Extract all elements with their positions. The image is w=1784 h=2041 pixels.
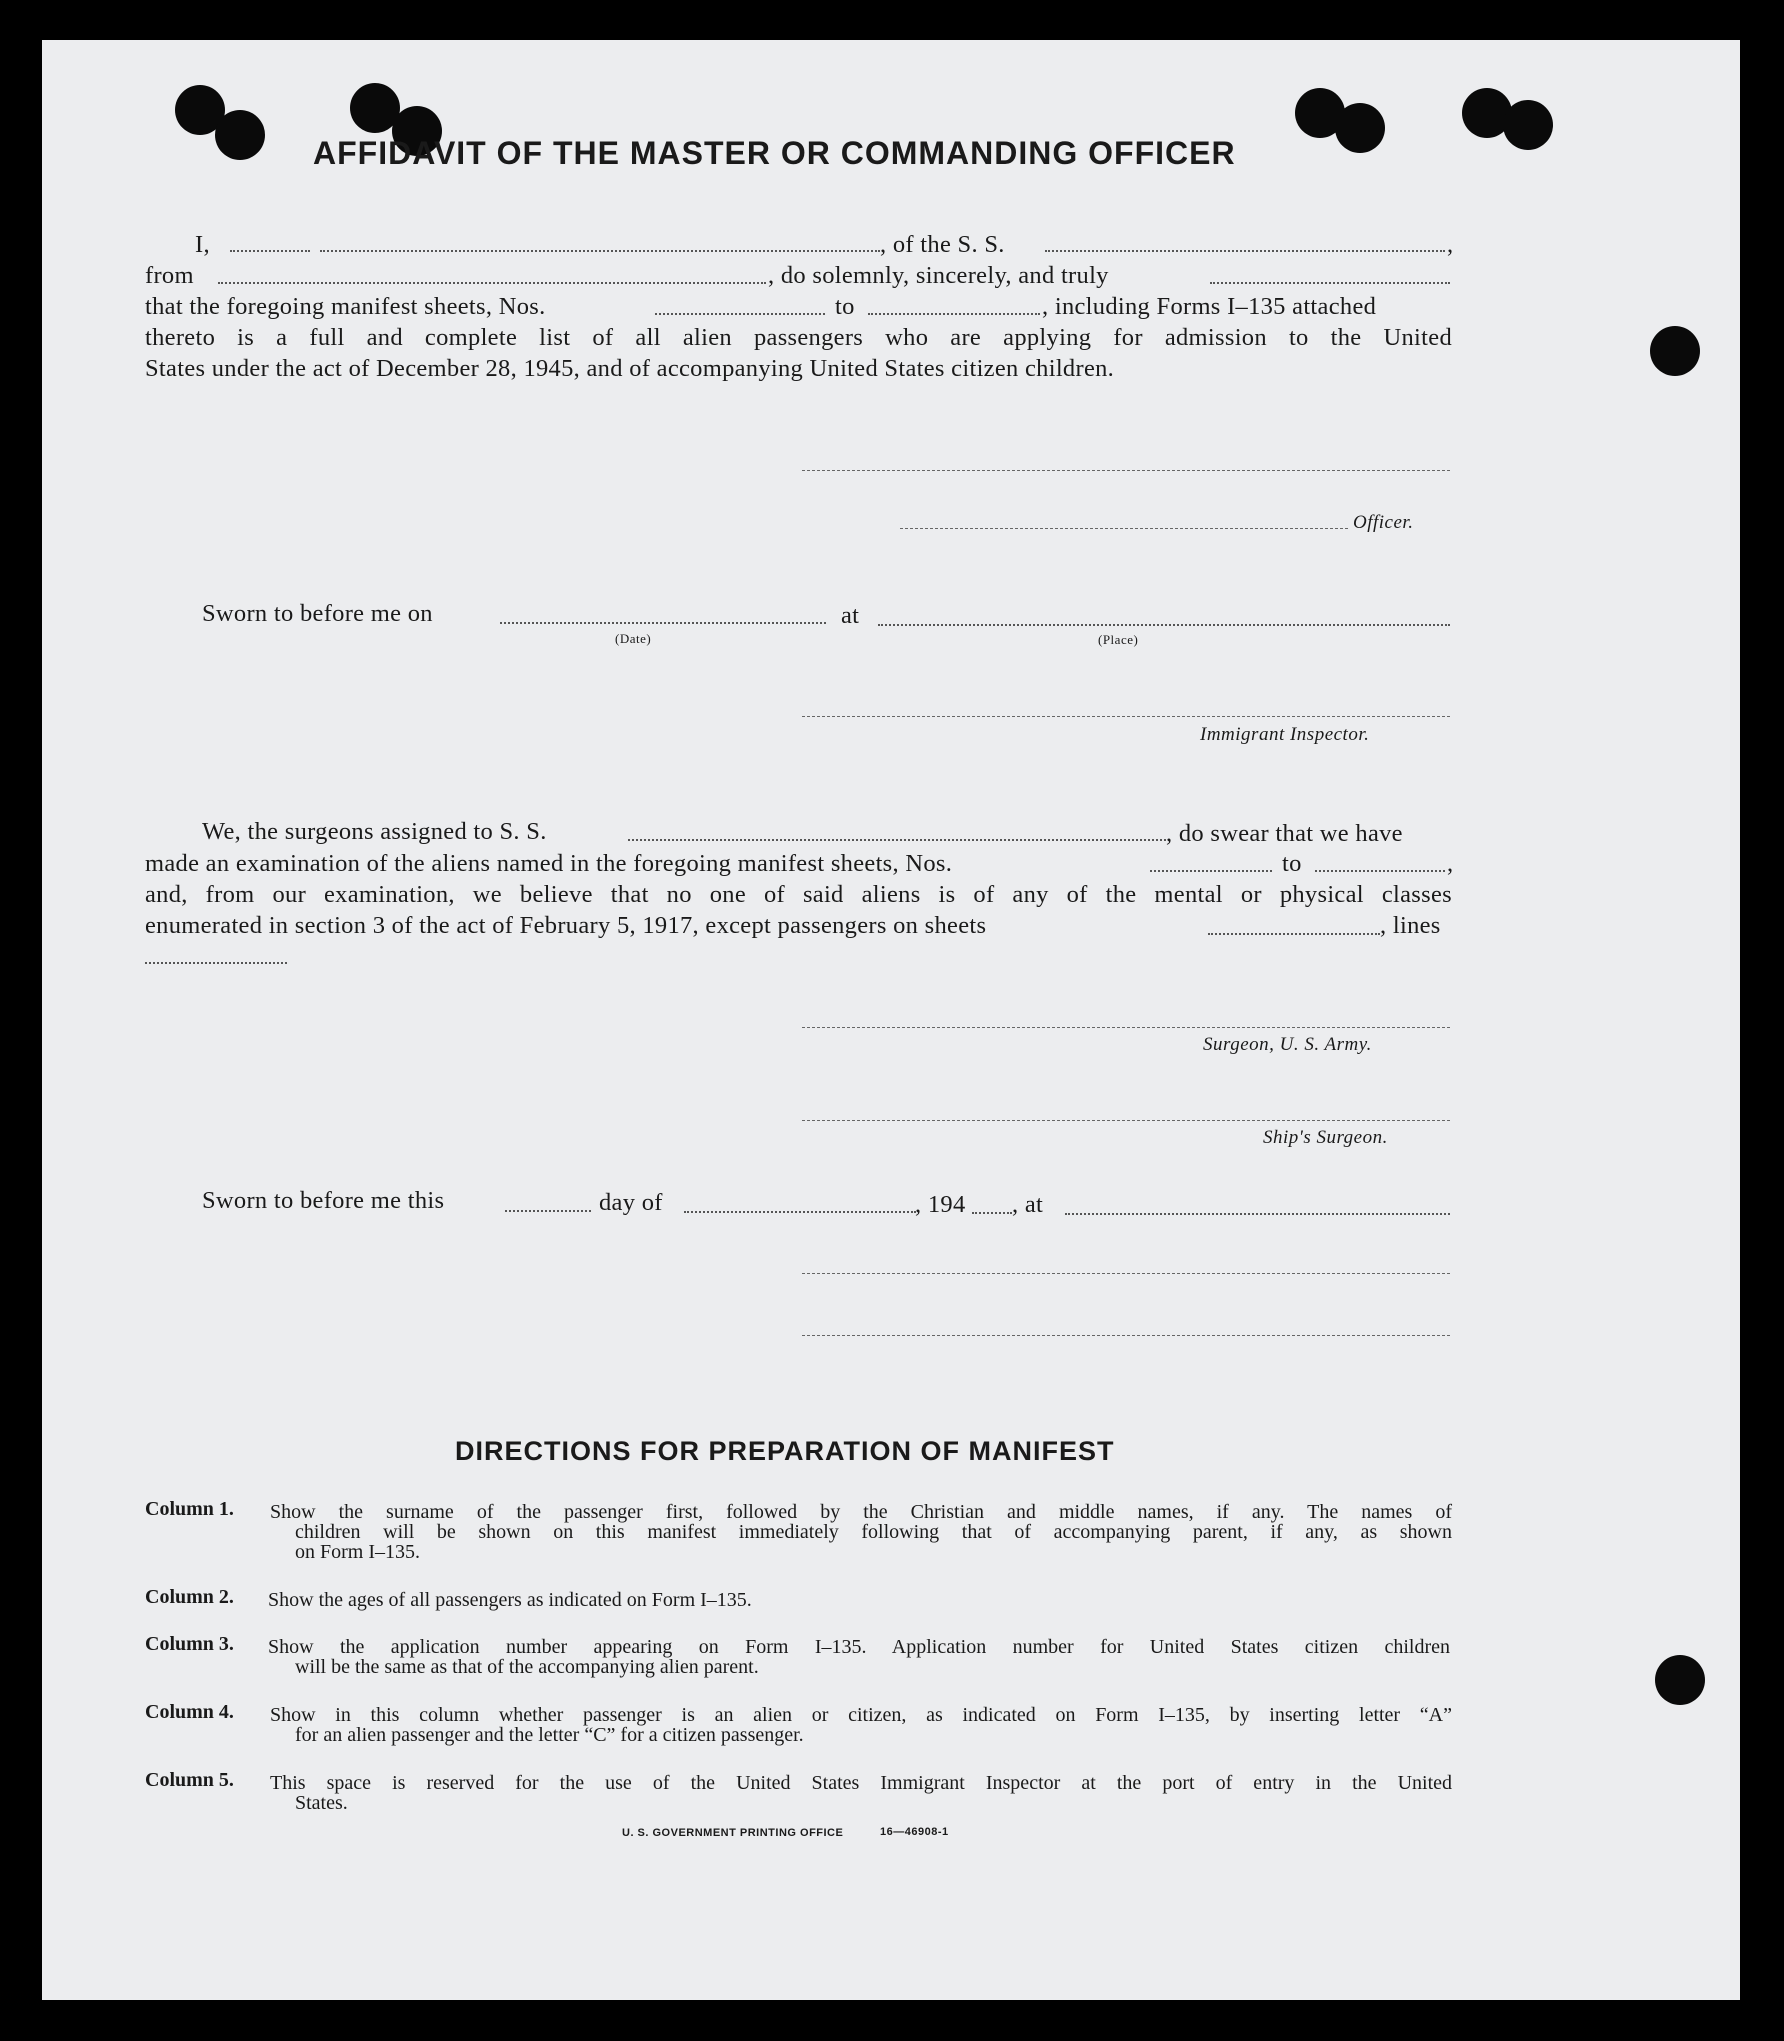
affidavit-line1-b: , of the S. S. <box>880 231 1005 258</box>
column-4-line1: Show in this column whether passenger is an alien or citizen, as indicated on Form I–135, by inserting letter “A” <box>270 1704 1452 1726</box>
sworn2-d: , at <box>1012 1191 1044 1218</box>
surgeons-line3: and, from our examination, we believe that no one of said aliens is of any of the mental or physical classes <box>145 881 1452 908</box>
punch-hole <box>1335 103 1385 153</box>
sworn2-month-field[interactable] <box>684 1211 916 1213</box>
date-caption: (Date) <box>615 631 652 646</box>
officer-label: Officer. <box>1353 512 1414 533</box>
army-surgeon-label: Surgeon, U. S. Army. <box>1203 1034 1372 1055</box>
except-sheets-field[interactable] <box>1208 933 1380 935</box>
sworn2-a: Sworn to before me this <box>202 1187 445 1214</box>
affidavit-line5: States under the act of December 28, 1945, and of accompanying United States citizen children. <box>145 355 1115 382</box>
page-title: AFFIDAVIT OF THE MASTER OR COMMANDING OFFICER <box>313 135 1236 171</box>
officer-signature-line[interactable] <box>802 470 1450 471</box>
sworn2-c: , 194 <box>915 1191 966 1218</box>
sworn-before-text: Sworn to before me on <box>202 600 433 627</box>
affidavit-line3-a: that the foregoing manifest sheets, Nos. <box>145 293 546 320</box>
sheet-to-field[interactable] <box>868 313 1040 315</box>
column-2-line1: Show the ages of all passengers as indicated on Form I–135. <box>268 1589 752 1611</box>
affidavit-line1-c: , <box>1447 231 1454 258</box>
lines-field[interactable] <box>145 962 287 964</box>
surgeon-ship-field[interactable] <box>628 839 1166 841</box>
column-3-label: Column 3. <box>145 1633 234 1655</box>
surgeons-line1-b: , do swear that we have <box>1166 820 1403 847</box>
sworn2-year-field[interactable] <box>972 1212 1012 1214</box>
affidavit-line3-b: to <box>835 293 855 320</box>
column-2-label: Column 2. <box>145 1586 234 1608</box>
surgeons-line2-b: to <box>1282 850 1302 877</box>
surgeons-line4-b: , lines <box>1380 912 1441 939</box>
sworn-place-field[interactable] <box>878 624 1450 626</box>
sworn-date-field[interactable] <box>500 622 826 624</box>
affidavit-line2-b: , do solemnly, sincerely, and truly <box>768 262 1109 289</box>
column-3-line2: will be the same as that of the accompanying alien parent. <box>295 1656 759 1678</box>
sworn2-b: day of <box>599 1189 663 1216</box>
swear-field[interactable] <box>1210 282 1450 284</box>
directions-title: DIRECTIONS FOR PREPARATION OF MANIFEST <box>455 1436 1115 1466</box>
printer-imprint: U. S. GOVERNMENT PRINTING OFFICE <box>622 1827 844 1839</box>
place-caption: (Place) <box>1098 632 1139 647</box>
column-4-line2: for an alien passenger and the letter “C” for a citizen passenger. <box>295 1724 804 1746</box>
punch-hole <box>1650 326 1700 376</box>
sworn-at-text: at <box>841 602 860 629</box>
name-field[interactable] <box>230 250 310 252</box>
affidavit-line2-a: from <box>145 262 194 289</box>
inspector-signature-line[interactable] <box>802 716 1450 717</box>
column-3-line1: Show the application number appearing on Form I–135. Application number for United States citizen children <box>268 1636 1450 1658</box>
column-1-line3: on Form I–135. <box>295 1541 420 1563</box>
sheet-from-field[interactable] <box>655 313 825 315</box>
exam-sheet-to-field[interactable] <box>1315 870 1445 872</box>
form-code: 16—46908-1 <box>880 1826 949 1838</box>
sworn2-signature-line[interactable] <box>802 1273 1450 1274</box>
from-port-field[interactable] <box>218 282 766 284</box>
column-1-line2: children will be shown on this manifest immediately following that of accompanying parent, if any, as shown <box>295 1521 1452 1543</box>
surgeons-line2-a: made an examination of the aliens named in the foregoing manifest sheets, Nos. <box>145 850 953 877</box>
column-4-label: Column 4. <box>145 1701 234 1723</box>
column-5-line1: This space is reserved for the use of the United States Immigrant Inspector at the port of entry in the United <box>270 1772 1452 1794</box>
ship-name-field[interactable] <box>1045 250 1445 252</box>
punch-hole <box>1655 1655 1705 1705</box>
sworn2-place-field[interactable] <box>1065 1213 1450 1215</box>
exam-sheet-from-field[interactable] <box>1150 870 1272 872</box>
officer-title-line[interactable] <box>900 528 1348 529</box>
affidavit-line4: thereto is a full and complete list of all alien passengers who are applying for admission to the United <box>145 324 1452 351</box>
affidavit-line3-c: , including Forms I–135 attached <box>1042 293 1377 320</box>
punch-hole <box>1503 100 1553 150</box>
column-1-label: Column 1. <box>145 1498 234 1520</box>
ship-surgeon-signature-line[interactable] <box>802 1120 1450 1121</box>
column-5-line2: States. <box>295 1792 348 1814</box>
inspector-label: Immigrant Inspector. <box>1200 724 1370 745</box>
army-surgeon-signature-line[interactable] <box>802 1027 1450 1028</box>
surgeons-line2-c: , <box>1447 850 1454 877</box>
affidavit-line1-a: I, <box>195 231 210 258</box>
column-1-line1: Show the surname of the passenger first, followed by the Christian and middle names, if any. The names of <box>270 1501 1452 1523</box>
punch-hole <box>215 110 265 160</box>
name-field-2[interactable] <box>320 250 880 252</box>
ship-surgeon-label: Ship's Surgeon. <box>1263 1127 1388 1148</box>
sworn2-day-field[interactable] <box>505 1210 591 1212</box>
column-5-label: Column 5. <box>145 1769 234 1791</box>
surgeons-line4-a: enumerated in section 3 of the act of February 5, 1917, except passengers on sheets <box>145 912 987 939</box>
sworn2-title-line[interactable] <box>802 1335 1450 1336</box>
surgeons-line1-a: We, the surgeons assigned to S. S. <box>202 818 547 845</box>
